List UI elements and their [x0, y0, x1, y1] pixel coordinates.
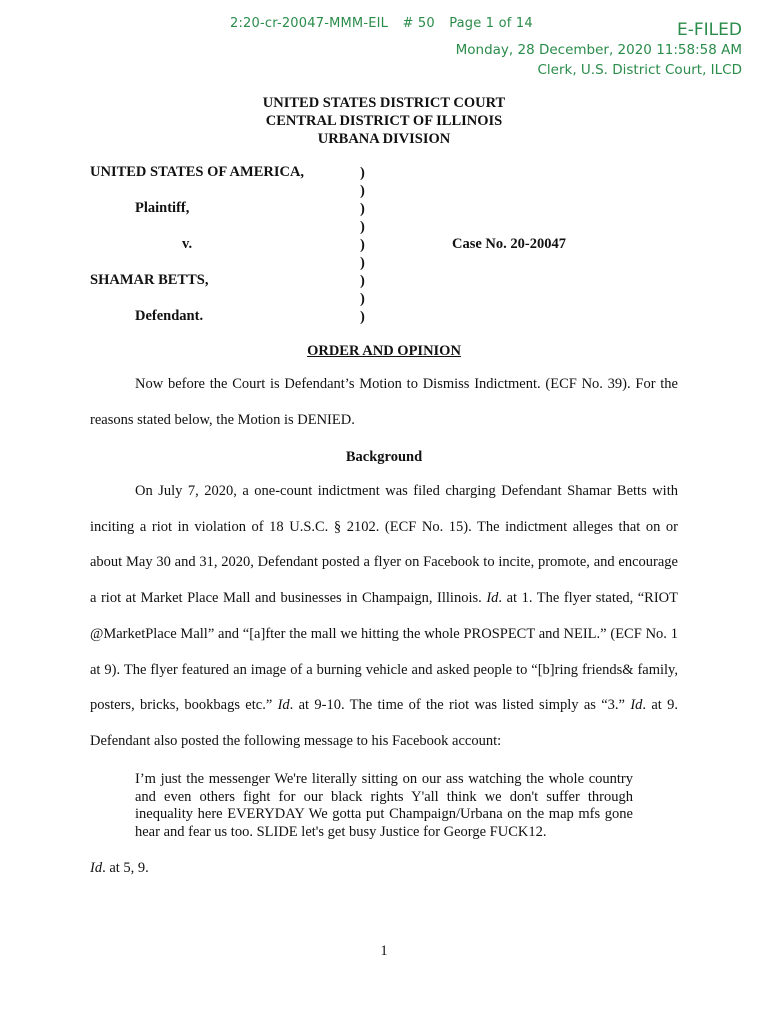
- background-paragraph: [90, 474, 678, 760]
- plaintiff-name: UNITED STATES OF AMERICA,: [90, 164, 305, 180]
- page-number: 1: [380, 943, 388, 959]
- id-citation: Id: [277, 697, 290, 714]
- defendant-role: Defendant.: [135, 308, 204, 324]
- paren: ): [360, 183, 365, 199]
- id-citation: Id: [90, 860, 103, 876]
- page-count: Page 1 of 14: [449, 16, 533, 31]
- defendant-name: SHAMAR BETTS,: [90, 272, 209, 288]
- paren: ): [360, 201, 365, 217]
- bg-text: On July 7, 2020, a one-count indictment was filed charging Defendant Shamar Betts with inciting a riot in violation of 18 U.S.C. § 2102. (ECF No. 15). The indictment alleges that on or about May 30 and 31, 2020, Defendant posted a flyer on Facebook to incite, promote, and encourage a riot at Market Place Mall and businesses in Champaign, Illinois.: [90, 483, 678, 607]
- paren: ): [360, 273, 365, 289]
- paren: ): [360, 219, 365, 235]
- caption-parens: [360, 164, 365, 326]
- efiled-clerk: Clerk, U.S. District Court, ILCD: [537, 62, 742, 78]
- paren: ): [360, 165, 365, 181]
- bg-text: . at 9-10. The time of the riot was listed simply as “3.”: [289, 697, 625, 714]
- court-name: [0, 94, 768, 148]
- id-citation: Id: [630, 697, 643, 714]
- efiled-datetime: Monday, 28 December, 2020 11:58:58 AM: [455, 42, 742, 58]
- versus: v.: [182, 236, 193, 252]
- intro-paragraph: [90, 367, 678, 438]
- court-line: URBANA DIVISION: [317, 131, 451, 147]
- paren: ): [360, 237, 365, 253]
- quote-citation: [90, 860, 149, 877]
- plaintiff-role: Plaintiff,: [135, 200, 190, 216]
- id-citation: Id: [486, 590, 499, 607]
- efiled-stamp: [456, 20, 742, 80]
- paren: ): [360, 309, 365, 325]
- court-line: CENTRAL DISTRICT OF ILLINOIS: [265, 113, 503, 129]
- court-line: UNITED STATES DISTRICT COURT: [262, 95, 506, 111]
- citation-text: . at 5, 9.: [102, 860, 149, 876]
- case-reference: 2:20-cr-20047-MMM-EIL: [230, 16, 389, 31]
- paren: ): [360, 291, 365, 307]
- block-quote: I’m just the messenger We're literally sitting on our ass watching the whole country and even others fight for our black rights Y'all think we don't suffer through inequality here EVERYDAY We gotta put Champaign/Urbana on the map mfs gone hear and fear us too. SLIDE let's get busy Justice for George FUCK12.: [135, 771, 633, 840]
- order-title: ORDER AND OPINION: [307, 343, 461, 359]
- document-number: # 50: [402, 16, 435, 31]
- intro-text: Now before the Court is Defendant’s Motion to Dismiss Indictment. (ECF No. 39). For the reasons stated below, the Motion is DENIED.: [90, 376, 678, 428]
- efiled-label: E-FILED: [677, 20, 742, 40]
- bg-text: . at 9. Defendant also posted the following message to his Facebook account:: [90, 697, 679, 749]
- bg-text: . at 1. The flyer stated, “RIOT @MarketPlace Mall” and “[a]fter the mall we hitting the whole PROSPECT and NEIL.” (ECF No. 1 at 9). The flyer featured an image of a burning vehicle and asked people to “[b]ring friends& family, posters, bricks, bookbags etc.”: [90, 590, 678, 714]
- case-number: Case No. 20-20047: [452, 236, 566, 252]
- paren: ): [360, 255, 365, 271]
- background-heading: Background: [345, 449, 423, 465]
